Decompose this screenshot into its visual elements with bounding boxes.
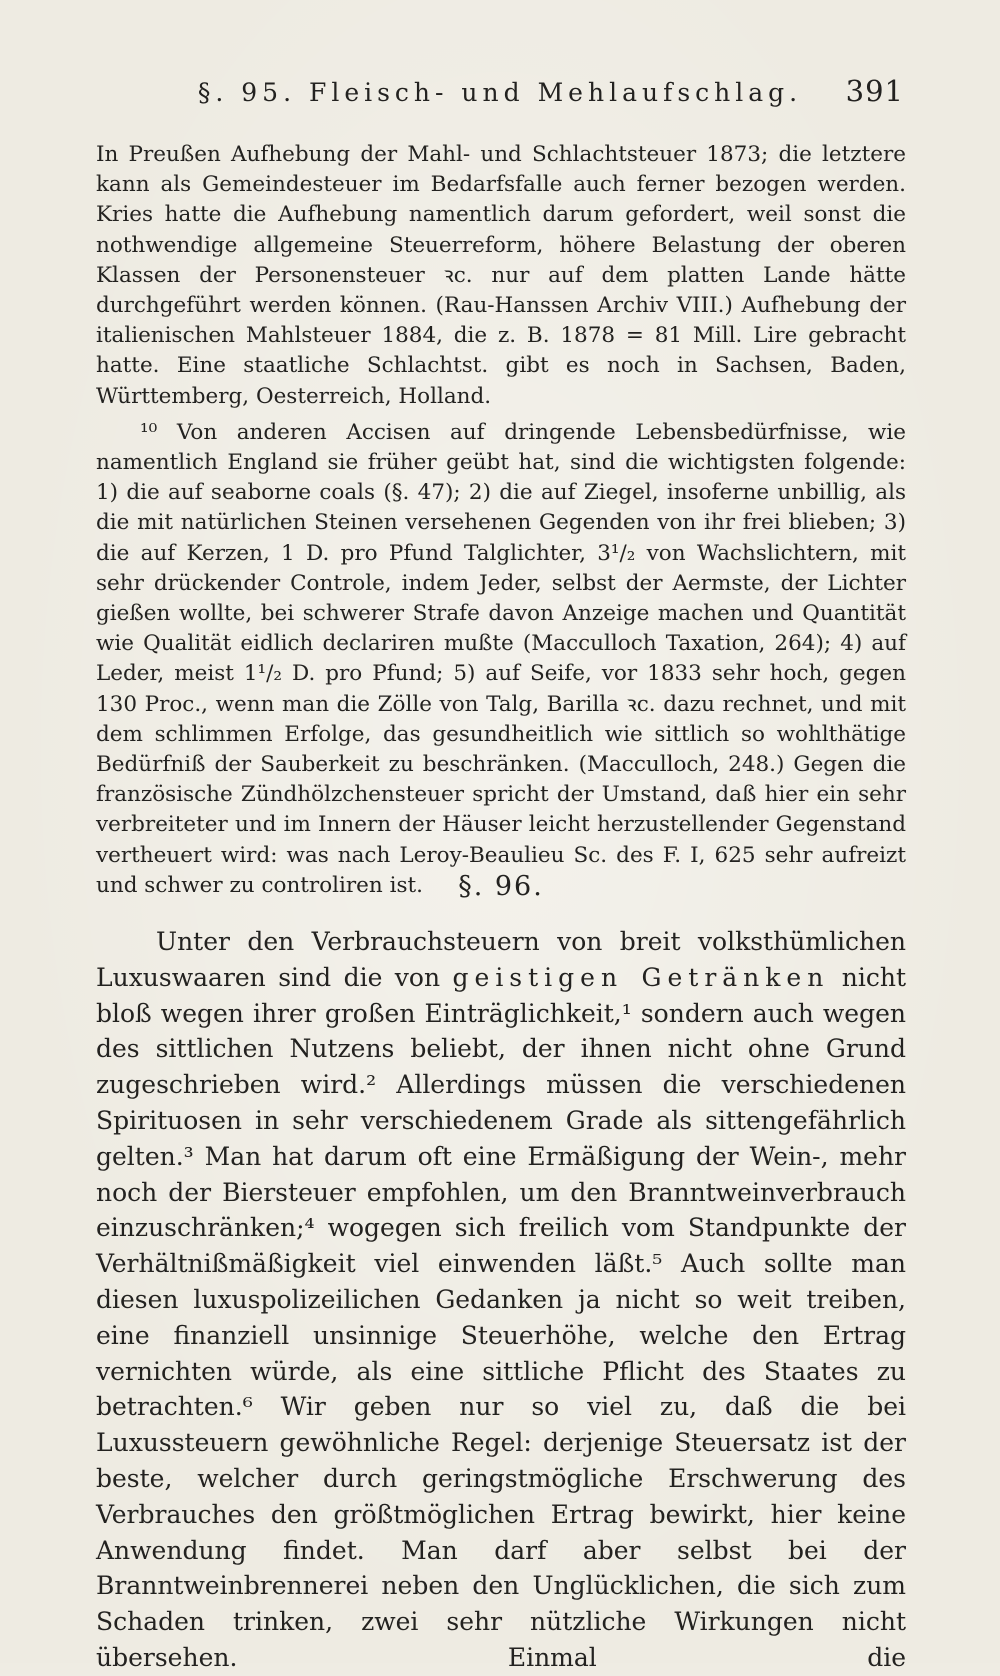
main-paragraph: [96, 924, 906, 1676]
main-text: [96, 924, 906, 1676]
main-paragraph-part2: nicht bloß wegen ihrer großen Einträglichkeit,¹ sondern auch wegen des sittlichen Nutzens beliebt, der ihnen nicht ohne Grund zugeschrieben wird.² Allerdings müssen die verschiedenen Spirituosen in sehr verschiedenem Grade als sittengefährlich gelten.³ Man hat darum oft eine Ermäßigung der Wein-, mehr noch der Biersteuer empfohlen, um den Branntweinverbrauch einzuschränken;⁴ wogegen sich freilich vom Standpunkte der Verhältnißmäßigkeit viel einwenden läßt.⁵ Auch sollte man diesen luxuspolizeilichen Gedanken ja nicht so weit treiben, eine finanziell unsinnige Steuerhöhe, welche den Ertrag vernichten würde, als eine sittliche Pflicht des Staates zu betrachten.⁶ Wir geben nur so viel zu, daß die bei Luxussteuern gewöhnliche Regel: derjenige Steuersatz ist der beste, welcher durch geringstmögliche Erschwerung des Verbrauches den größtmöglichen Ertrag bewirkt, hier keine Anwendung findet. Man darf aber selbst bei der Branntweinbrennerei neben den Unglücklichen, die sich zum Schaden trinken, zwei sehr nützliche Wirkungen nicht übersehen. Einmal die: [96, 962, 907, 1672]
footnotes-block: [96, 140, 906, 901]
page-number: 391: [845, 74, 904, 108]
section-heading: §. 96.: [458, 871, 544, 902]
running-head: [96, 74, 904, 118]
footnote-continuation: In Preußen Aufhebung der Mahl- und Schlachtsteuer 1873; die letztere kann als Gemeindesteuer im Bedarfsfalle auch ferner bezogen werden. Kries hatte die Aufhebung namentlich darum gefordert, weil sonst die nothwendige allgemeine Steuerreform, höhere Belastung der oberen Klassen der Personensteuer ꝛc. nur auf dem platten Lande hätte durchgeführt werden können. (Rau-Hanssen Archiv VIII.) Aufhebung der italienischen Mahlsteuer 1884, die z. B. 1878 = 81 Mill. Lire gebracht hatte. Eine staatliche Schlachtst. gibt es noch in Sachsen, Baden, Württemberg, Oesterreich, Holland.: [96, 142, 906, 409]
running-head-title: §. 95. Fleisch- und Mehlaufschlag.: [197, 78, 803, 107]
main-paragraph-part1: Unter den Verbrauchsteuern von breit volksthümlichen Luxuswaaren sind die von: [96, 927, 906, 992]
footnote-10: ¹⁰ Von anderen Accisen auf dringende Lebensbedürfnisse, wie namentlich England sie früher geübt hat, sind die wichtigsten folgende: 1) die auf seaborne coals (§. 47); 2) die auf Ziegel, insoferne unbillig, als die mit natürlichen Steinen versehenen Gegenden von ihr frei blieben; 3) die auf Kerzen, 1 D. pro Pfund Talglichter, 3¹/₂ von Wachslichtern, mit sehr drückender Controle, indem Jeder, selbst der Aermste, der Lichter gießen wollte, bei schwerer Strafe davon Anzeige machen und Quantität wie Qualität eidlich declariren mußte (Macculloch Taxation, 264); 4) auf Leder, meist 1¹/₂ D. pro Pfund; 5) auf Seife, vor 1833 sehr hoch, gegen 130 Proc., wenn man die Zölle von Talg, Barilla ꝛc. dazu rechnet, und mit dem schlimmen Erfolge, das gesundheitlich wie sittlich so wohlthätige Bedürfniß der Sauberkeit zu beschränken. (Macculloch, 248.) Gegen die französische Zündhölzchensteuer spricht der Umstand, daß hier ein sehr verbreiteter und im Innern der Häuser leicht herzustellender Gegenstand vertheuert wird: was nach Leroy-Beaulieu Sc. des F. I, 625 sehr aufreizt und schwer zu controliren ist.: [96, 419, 906, 898]
emphasis-text: geistigen Getränken: [452, 962, 830, 992]
